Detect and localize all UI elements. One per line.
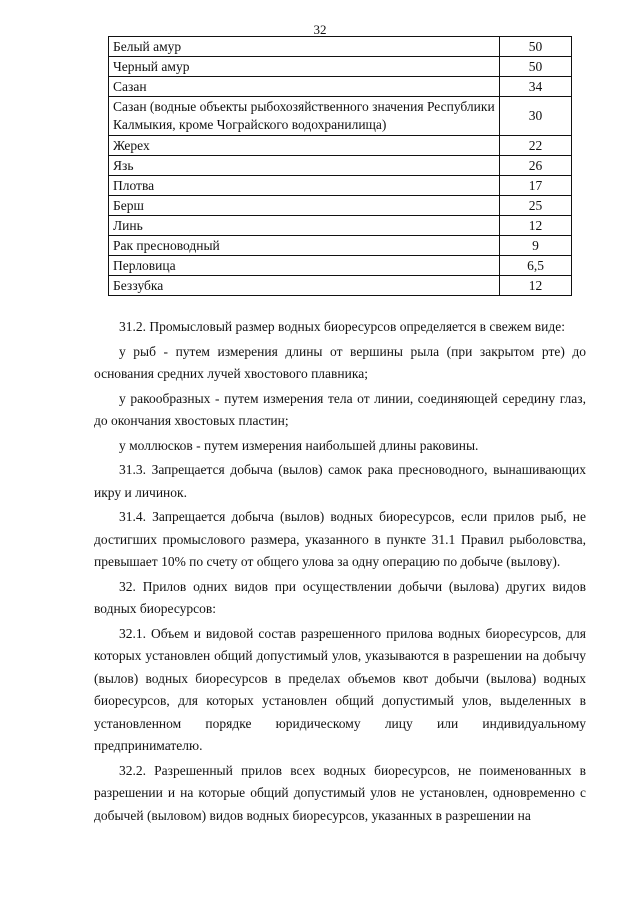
species-name: Берш <box>109 196 500 216</box>
size-value: 25 <box>500 196 572 216</box>
size-value: 34 <box>500 77 572 97</box>
size-value: 17 <box>500 176 572 196</box>
paragraph-31-3: 31.3. Запрещается добыча (вылов) самок рака пресноводного, вынашивающих икру и личинок. <box>94 462 586 500</box>
paragraph-31-2: 31.2. Промысловый размер водных биоресурсов определяется в свежем виде: <box>119 319 565 334</box>
species-name: Беззубка <box>109 276 500 296</box>
page-number: 32 <box>313 22 327 37</box>
paragraph-molluscs: у моллюсков - путем измерения наибольшей длины раковины. <box>119 437 479 453</box>
size-value: 30 <box>500 97 572 136</box>
species-name: Плотва <box>109 176 500 196</box>
table-row <box>109 256 572 276</box>
table-row <box>109 196 572 216</box>
table-row <box>109 276 572 296</box>
species-name: Сазан (водные объекты рыбохозяйственного значения Республики Калмыкия, кроме Чограйского водохранилища) <box>109 97 500 136</box>
size-value: 50 <box>500 37 572 57</box>
table-row <box>109 97 572 136</box>
table-row <box>109 136 572 156</box>
species-name: Линь <box>109 216 500 236</box>
paragraph-crustaceans: у ракообразных - путем измерения тела от линии, соединяющей середину глаз, до окончания хвостовых пластин; <box>94 390 586 428</box>
species-name: Перловица <box>109 256 500 276</box>
table-row <box>109 37 572 57</box>
table-row <box>109 236 572 256</box>
species-name: Белый амур <box>109 37 500 57</box>
body-text <box>94 316 586 829</box>
species-name: Жерех <box>109 136 500 156</box>
size-value: 9 <box>500 236 572 256</box>
species-name: Язь <box>109 156 500 176</box>
species-name: Черный амур <box>109 57 500 77</box>
size-value: 50 <box>500 57 572 77</box>
species-name: Сазан <box>109 77 500 97</box>
paragraph-32: 32. Прилов одних видов при осуществлении добычи (вылова) других видов водных биоресурсов: <box>94 578 586 616</box>
species-name: Рак пресноводный <box>109 236 500 256</box>
size-value: 26 <box>500 156 572 176</box>
table-row <box>109 176 572 196</box>
table-row <box>109 77 572 97</box>
size-value: 6,5 <box>500 256 572 276</box>
species-size-table <box>108 36 572 296</box>
size-value: 12 <box>500 216 572 236</box>
size-value: 22 <box>500 136 572 156</box>
paragraph-32-2: 32.2. Разрешенный прилов всех водных биоресурсов, не поименованных в разрешении и на которые общий допустимый улов не установлен, одновременно с добычей (выловом) видов водных биоресурсов, указанных в разрешении на <box>94 762 586 823</box>
paragraph-31-4: 31.4. Запрещается добыча (вылов) водных биоресурсов, если прилов рыб, не достигших промыслового размера, указанного в пункте 31.1 Правил рыболовства, превышает 10% по счету от общего улова за одну операцию по добыче (вылову). <box>94 509 586 569</box>
paragraph-32-1: 32.1. Объем и видовой состав разрешенного прилова водных биоресурсов, для которых установлен общий допустимый улов, указываются в разрешении на добычу (вылов) водных биоресурсов в пределах объемов квот добычи (вылова) водных биоресурсов, для которых установлен общий допустимый улов, выделенных в установленном порядке юридическому лицу или индивидуальному предпринимателю. <box>94 625 586 753</box>
table-row <box>109 216 572 236</box>
paragraph-fish: у рыб - путем измерения длины от вершины рыла (при закрытом рте) до основания средних лучей хвостового плавника; <box>94 343 586 381</box>
size-value: 12 <box>500 276 572 296</box>
table-row <box>109 57 572 77</box>
table-row <box>109 156 572 176</box>
